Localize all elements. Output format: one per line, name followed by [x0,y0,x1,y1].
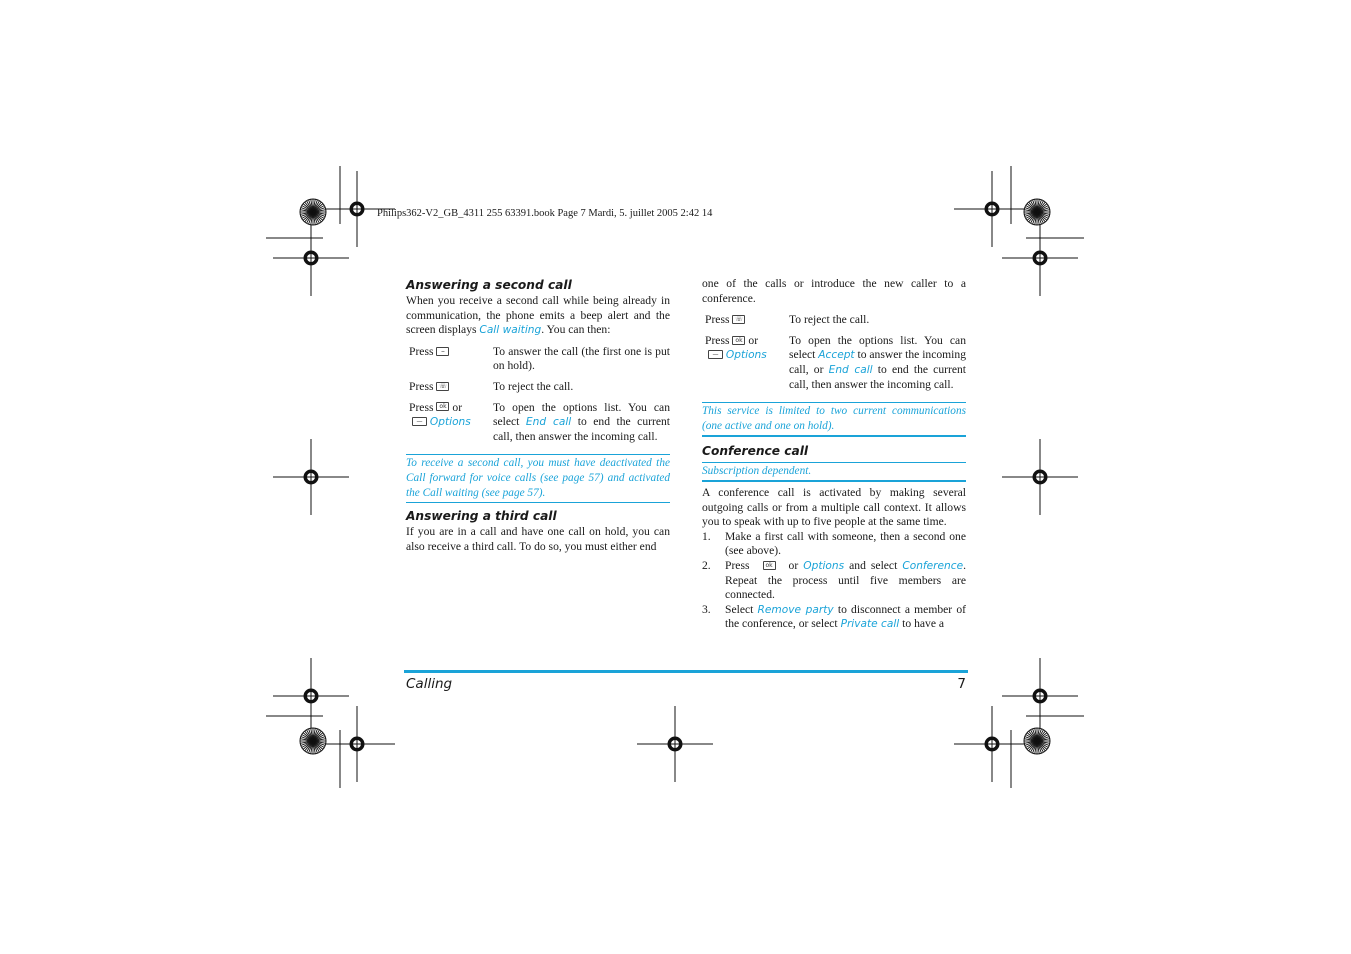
subscription-rule-bottom [702,480,966,482]
left-column [406,276,670,554]
press-row [406,380,670,401]
press-desc: To reject the call. [789,313,870,327]
press-desc [493,401,670,451]
press-table-third-call [702,313,966,398]
list-item [702,559,966,603]
ui-term-accept: Accept [818,349,855,362]
ok-key-icon: ok [732,336,745,345]
list-item [702,530,966,559]
press-cell [702,334,789,398]
text: to have a [899,617,945,631]
or-label: or [452,400,463,414]
ui-term-private-call: Private call [840,618,900,631]
press-row [702,334,966,398]
ui-term-end-call: End call [525,416,572,429]
press-label: Press [705,313,730,327]
text: To open the options list. You can select [493,400,670,429]
right-column [702,276,966,632]
third-call-text: If you are in a call and have one call on hold, you can also receive a third call. To do so, you must either end [406,525,670,553]
step-number: 3. [702,602,711,616]
footer-rule [404,670,968,673]
second-call-intro [406,294,670,338]
ok-key-icon: ok [436,402,449,411]
press-label: Press [725,558,750,572]
ok-key-icon: ok [763,561,776,570]
section-heading-third-call: Answering a third call [406,509,557,524]
or-label: or [748,333,759,347]
text: . You can then: [541,323,611,337]
press-cell [702,313,789,334]
press-row [406,345,670,380]
text: When you receive a second call while being already in communication, the phone emits a beep alert and the screen displays [406,294,670,337]
press-row [702,313,966,334]
text: Select [725,602,758,616]
conference-steps [702,530,966,632]
text: . Repeat the process until five members are connected. [725,558,967,602]
subscription-note: Subscription dependent. [702,465,812,478]
ui-term-remove-party: Remove party [757,603,834,616]
note-rule-bottom [406,502,670,503]
press-label: Press [409,400,434,414]
text: to end the current call, then answer the incoming call. [493,415,670,443]
step-text: Make a first call with someone, then a second one (see above). [725,529,966,558]
text: to disconnect a member of the conference, or select [725,602,966,631]
text: to end the current call, then answer the incoming call. [789,362,966,391]
press-desc: To reject the call. [493,379,574,393]
ui-term-options: Options [429,416,471,429]
text: and select [844,558,903,572]
call-key-icon: ⌣ [436,347,449,356]
press-row [406,401,670,451]
press-label: Press [705,333,730,347]
hangup-key-icon: ☏ [436,382,449,391]
press-label: Press [409,344,434,358]
softkey-icon: — [708,350,723,359]
ui-term-options: Options [725,349,767,362]
note-second-call: To receive a second call, you must have deactivated the Call forward for voice calls (see page 57) and activated the Call waiting (see page 57). [406,457,670,499]
list-item [702,603,966,632]
ui-term-end-call: End call [828,363,873,376]
footer-page-number: 7 [957,676,966,692]
conference-intro: A conference call is activated by making several outgoing calls or from a multiple call context. It allows you to speak with up to five people at the same time. [702,485,966,529]
press-cell [406,401,493,451]
print-header-info: Philips362-V2_GB_4311 255 63391.book Page 7 Mardi, 5. juillet 2005 2:42 14 [377,208,713,219]
press-desc [789,334,966,398]
press-table-second-call [406,345,670,451]
press-label: Press [409,379,434,393]
section-heading-second-call: Answering a second call [406,278,572,292]
step-number: 1. [702,529,711,543]
or-label: or [788,558,799,572]
softkey-icon: — [412,417,427,426]
press-cell [406,380,493,401]
ui-term-options: Options [803,559,845,572]
text: To open the options list. You can select [789,333,966,362]
press-cell [406,345,493,380]
text: to answer the incoming call, or [789,348,966,376]
continuation-text: one of the calls or introduce the new caller to a conference. [702,277,966,305]
press-desc: To answer the call (the first one is put on hold). [493,344,670,373]
step-number: 2. [702,558,711,572]
ui-term-call-waiting: Call waiting [479,324,542,337]
ui-term-conference: Conference [902,559,964,572]
footer-section-title: Calling [406,676,453,692]
note-service-limit: This service is limited to two current communications (one active and one on hold). [702,405,966,432]
hangup-key-icon: ☏ [732,315,745,324]
section-heading-conference: Conference call [702,444,809,459]
note-rule-bottom [702,435,966,437]
